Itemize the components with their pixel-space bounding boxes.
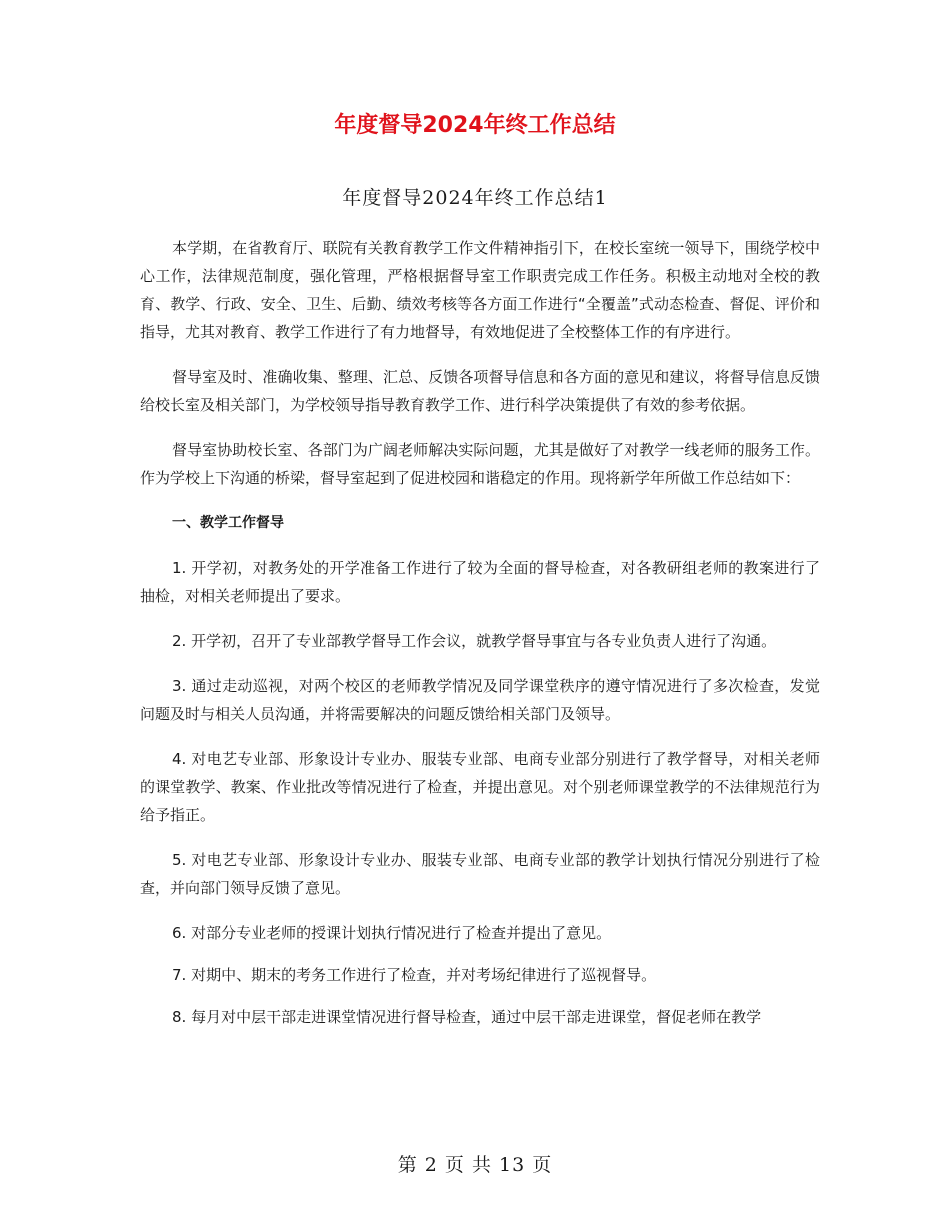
page-number-footer: 第 2 页 共 13 页	[397, 1154, 553, 1176]
document-title: 年度督导2024年终工作总结	[334, 113, 616, 138]
list-item: 3. 通过走动巡视，对两个校区的老师教学情况及同学课堂秩序的遵守情况进行了多次检查，发觉问题及时与相关人员沟通，并将需要解决的问题反馈给相关部门及领导。	[140, 677, 820, 723]
list-item: 5. 对电艺专业部、形象设计专业办、服装专业部、电商专业部的教学计划执行情况分别进行了检查，并向部门领导反馈了意见。	[140, 851, 820, 897]
intro-paragraph: 督导室协助校长室、各部门为广阔老师解决实际问题，尤其是做好了对教学一线老师的服务工作。作为学校上下沟通的桥梁，督导室起到了促进校园和谐稳定的作用。现将新学年所做工作总结如下：	[140, 441, 820, 487]
section-heading: 一、教学工作督导	[172, 515, 284, 531]
document-subtitle: 年度督导2024年终工作总结1	[342, 187, 608, 209]
list-item: 1. 开学初，对教务处的开学准备工作进行了较为全面的督导检查，对各教研组老师的教案进行了抽检，对相关老师提出了要求。	[140, 559, 820, 605]
list-item: 2. 开学初，召开了专业部教学督导工作会议，就教学督导事宜与各专业负责人进行了沟通。	[172, 632, 777, 650]
intro-paragraph: 督导室及时、准确收集、整理、汇总、反馈各项督导信息和各方面的意见和建议，将督导信息反馈给校长室及相关部门，为学校领导指导教育教学工作、进行科学决策提供了有效的参考依据。	[140, 368, 820, 414]
intro-paragraph: 本学期，在省教育厅、联院有关教育教学工作文件精神指引下，在校长室统一领导下，围绕学校中心工作，法律规范制度，强化管理，严格根据督导室工作职责完成工作任务。积极主动地对全校的教育、教学、行政、安全、卫生、后勤、绩效考核等各方面工作进行“全覆盖”式动态检查、督促、评价和指导，尤其对教育、教学工作进行了有力地督导，有效地促进了全校整体工作的有序进行。	[140, 239, 820, 341]
list-item: 7. 对期中、期末的考务工作进行了检查，并对考场纪律进行了巡视督导。	[172, 966, 657, 984]
document-body	[140, 234, 820, 1048]
list-item: 8. 每月对中层干部走进课堂情况进行督导检查，通过中层干部走进课堂，督促老师在教学	[172, 1008, 762, 1026]
list-item: 4. 对电艺专业部、形象设计专业办、服装专业部、电商专业部分别进行了教学督导，对相关老师的课堂教学、教案、作业批改等情况进行了检查，并提出意见。对个别老师课堂教学的不法律规范行为给予指正。	[140, 750, 820, 824]
list-item: 6. 对部分专业老师的授课计划执行情况进行了检查并提出了意见。	[172, 924, 612, 942]
